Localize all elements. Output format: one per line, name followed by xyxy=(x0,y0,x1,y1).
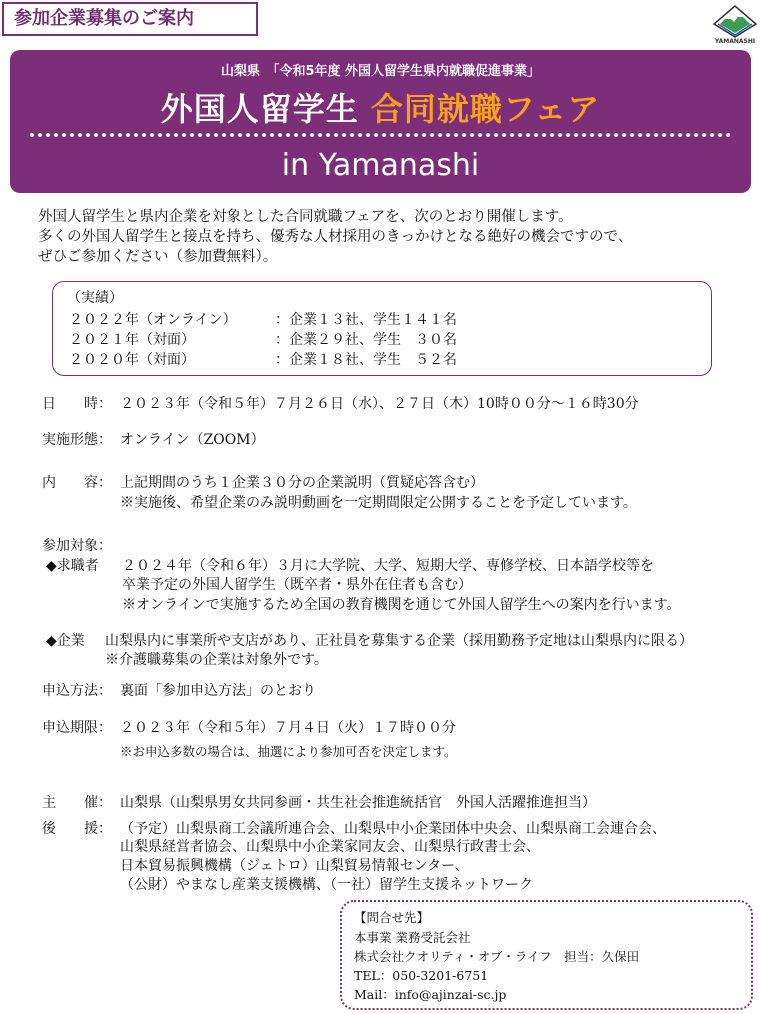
support-line: （公財）やまなし産業支援機構、（一社）留学生支援ネットワーク xyxy=(120,877,533,893)
content-value: 上記期間のうち１企業３０分の企業説明（質疑応答含む） xyxy=(120,475,484,491)
format-value: オンライン（ZOOM） xyxy=(120,432,265,448)
job-seekers-note: ※オンラインで実施するため全国の教育機関を通じて外国人留学生への案内を行います。 xyxy=(122,597,681,613)
job-seekers-label: ◆求職者 xyxy=(46,558,99,574)
deadline-label: 申込期限： xyxy=(42,720,112,736)
banner-title-main: 外国人留学生 xyxy=(160,90,371,128)
banner-title xyxy=(10,84,751,130)
host-label: 主 催： xyxy=(42,795,112,811)
intro-line: ぜひご参加ください（参加費無料）。 xyxy=(38,249,278,265)
deadline-value: ２０２３年（令和５年）７月４日（火）１７時００分 xyxy=(120,720,456,736)
company-line: 山梨県内に事業所や支店があり、正社員を募集する企業（採用勤務予定地は山梨県内に限る） xyxy=(105,633,693,649)
intro-paragraph xyxy=(38,207,632,267)
record-box xyxy=(52,281,712,376)
date-label: 日 時： xyxy=(42,396,112,412)
banner-title-english: in Yamanashi xyxy=(281,148,480,183)
support-line: （予定）山梨県商工会議所連合会、山梨県中小企業団体中央会、山梨県商工会連合会、 xyxy=(120,821,666,837)
support-label: 後 援： xyxy=(42,821,112,837)
content-label: 内 容： xyxy=(42,475,112,491)
target-label: 参加対象： xyxy=(42,538,112,554)
contact-box xyxy=(340,900,753,1010)
banner-title-accent: 合同就職フェア xyxy=(370,90,601,128)
apply-method-label: 申込方法： xyxy=(42,683,112,699)
intro-line: 多くの外国人留学生と接点を持ち、優秀な人材採用のきっかけとなる絶好の機会ですので、 xyxy=(38,229,633,245)
record-result: ：企業１８社、学生 ５２名 xyxy=(275,352,457,368)
banner-dotted-divider xyxy=(30,133,731,137)
mountain-logo-icon xyxy=(712,4,758,38)
contact-person: 株式会社クオリティ・オブ・ライフ 担当：久保田 xyxy=(354,949,640,964)
title-banner xyxy=(10,50,751,193)
apply-method-value: 裏面「参加申込方法」のとおり xyxy=(120,683,316,699)
job-seekers-line: ２０２４年（令和６年）３月に大学院、大学、短期大学、専修学校、日本語学校等を xyxy=(122,558,654,574)
job-seekers-line: 卒業予定の外国人留学生（既卒者・県外在住者も含む） xyxy=(122,577,472,593)
contact-company: 本事業 業務受託会社 xyxy=(354,930,471,945)
contact-mail[interactable]: Mail：info@ajinzai-sc.jp xyxy=(354,987,507,1002)
page-tag: 参加企業募集のご案内 xyxy=(2,2,258,36)
date-value: ２０２３年（令和５年）７月２６日（水）、２７日（木）10時００分～１６時30分 xyxy=(120,396,639,412)
support-line: 日本貿易振興機構（ジェトロ）山梨貿易情報センター、 xyxy=(120,858,469,874)
record-result: ：企業２９社、学生 ３０名 xyxy=(275,332,457,348)
record-year: ２０２１年（対面） xyxy=(69,332,195,348)
support-line: 山梨県経営者協会、山梨県中小企業家同友会、山梨県行政書士会、 xyxy=(120,839,540,855)
deadline-note: ※お申込多数の場合は、抽選により参加可否を決定します。 xyxy=(120,744,457,759)
record-result: ：企業１３社、学生１４１名 xyxy=(275,312,457,328)
banner-subtitle: 山梨県 「令和5年度 外国人留学生県内就職促進事業」 xyxy=(220,64,541,79)
logo-text: YAMANASHI xyxy=(714,38,756,45)
contact-heading: 【問合せ先】 xyxy=(354,910,430,925)
contact-tel: TEL：050-3201-6751 xyxy=(354,968,489,983)
content-note: ※実施後、希望企業のみ説明動画を一定期間限定公開することを予定しています。 xyxy=(120,495,637,511)
record-heading: （実績） xyxy=(67,290,123,306)
format-label: 実施形態： xyxy=(42,432,112,448)
record-year: ２０２０年（対面） xyxy=(69,352,195,368)
host-value: 山梨県（山梨県男女共同参画・共生社会推進統括官 外国人活躍推進担当） xyxy=(120,795,596,811)
intro-line: 外国人留学生と県内企業を対象とした合同就職フェアを、次のとおり開催します。 xyxy=(38,209,573,225)
company-note: ※介護職募集の企業は対象外です。 xyxy=(105,652,328,668)
yamanashi-logo xyxy=(712,4,758,48)
record-year: ２０２２年（オンライン） xyxy=(69,312,237,328)
company-label: ◆企業 xyxy=(46,633,85,649)
